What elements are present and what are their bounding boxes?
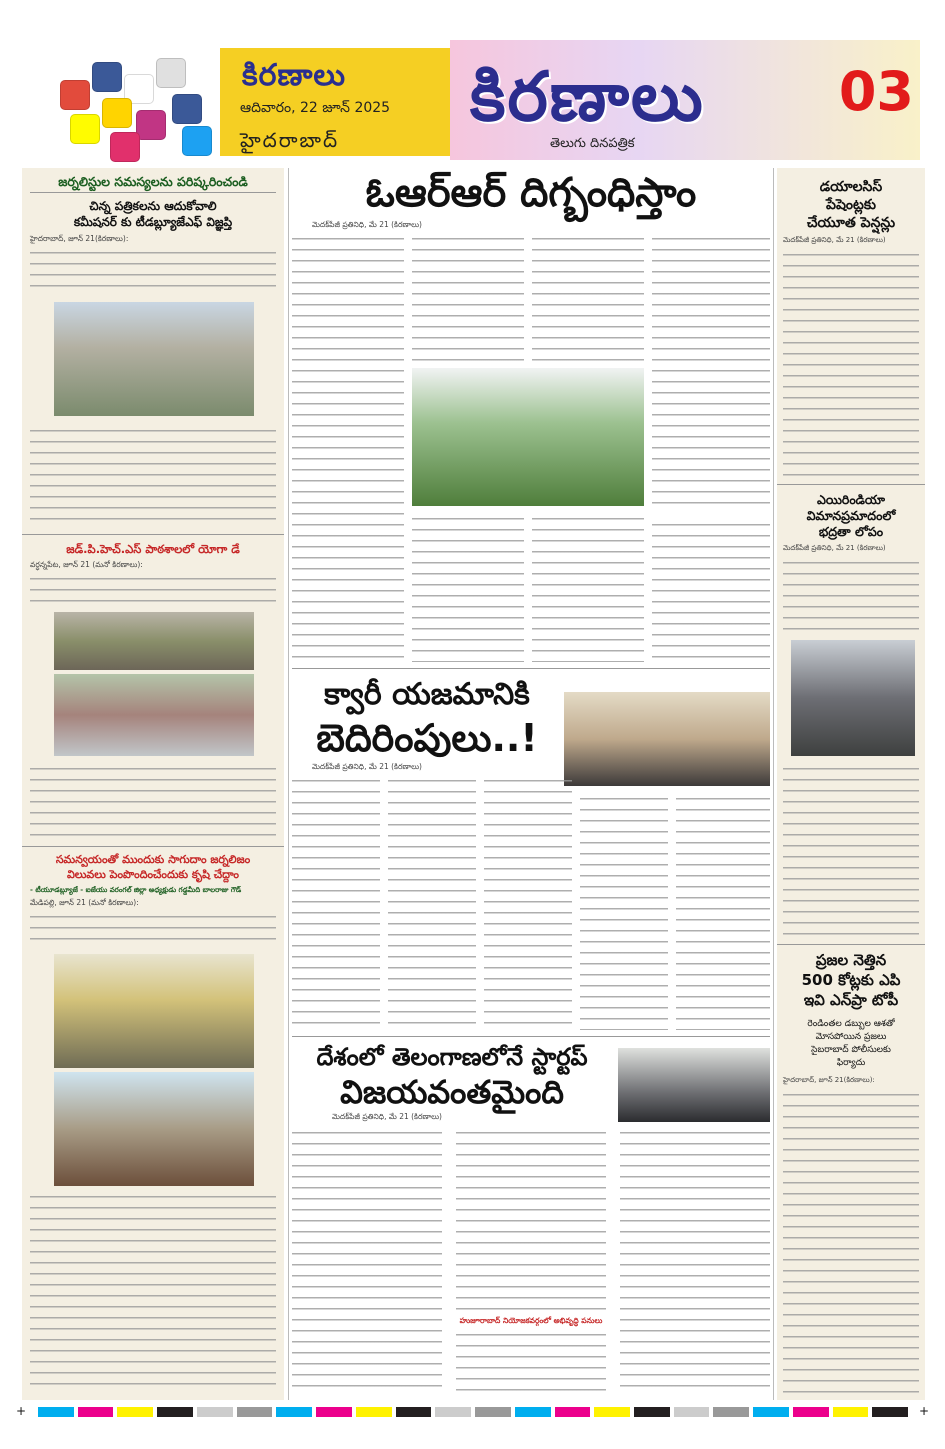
story2-body <box>30 572 276 606</box>
issue-date: ఆదివారం, 22 జూన్ 2025 <box>240 100 391 116</box>
swatch <box>634 1407 670 1417</box>
story3-dateline: హైదరాబాద్, జూన్ 21(కిరణాలు): <box>783 1076 875 1084</box>
swatch <box>117 1407 153 1417</box>
right-column <box>777 168 925 1400</box>
divider <box>22 846 284 847</box>
story1-kicker: జర్నలిస్టుల సమస్యలను పరిష్కరించండి <box>58 174 248 189</box>
story1-body <box>783 248 919 476</box>
social-cube-icon <box>102 98 132 128</box>
big-logo-panel <box>450 40 920 160</box>
story2-photo-2 <box>54 674 254 756</box>
story1-body-col4-continued <box>652 518 770 662</box>
swatch <box>594 1407 630 1417</box>
story1-body-col3-continued <box>532 512 644 662</box>
story2-photo <box>564 692 770 786</box>
story2-body-continued <box>30 762 276 840</box>
story1-headline: డయాలసిస్ పేషెంట్లకు చేయూత పెన్షన్లు <box>806 179 896 231</box>
story1-photo <box>412 368 644 506</box>
masthead <box>40 40 920 160</box>
story3-photo-2 <box>54 1072 254 1186</box>
story1-photo <box>54 302 254 416</box>
swatch <box>38 1407 74 1417</box>
page-number: 03 <box>838 60 914 123</box>
swatch <box>674 1407 710 1417</box>
story1-body-col2-continued <box>412 512 524 662</box>
swatch <box>713 1407 749 1417</box>
story3-body <box>783 1088 919 1394</box>
column-divider <box>773 168 774 1400</box>
swatch <box>276 1407 312 1417</box>
social-cube-icon <box>182 126 212 156</box>
swatch <box>833 1407 869 1417</box>
swatch <box>316 1407 352 1417</box>
story2-body-col3 <box>484 774 572 1030</box>
story1-byline: మెదక్‌పేజీ ప్రతినిధి, మే 21 (కిరణాలు) <box>783 236 886 244</box>
social-media-cubes-graphic <box>50 50 220 160</box>
story3-headline: సమన్వయంతో ముందుకు సాగుదాం జర్నలిజం విలువలు పెంపొందించేందుకు కృషి చేద్దాం <box>55 853 251 881</box>
divider <box>777 484 925 485</box>
color-swatch-strip <box>38 1407 908 1417</box>
story2-headline-line2: బెదిరింపులు..! <box>316 716 538 760</box>
swatch <box>793 1407 829 1417</box>
story3-kicker: - టీయూడబ్ల్యూజే - ఐజేయు వరంగల్ జిల్లా అధ్యక్షుడు గడ్డమీది బాలరాజు గౌడ్ <box>30 886 242 894</box>
small-logo-panel <box>220 48 450 156</box>
story2-headline-line1: క్వారీ యజమానికి <box>324 677 530 712</box>
story3-body-col2-continued <box>456 1328 606 1396</box>
story2-body <box>783 556 919 636</box>
swatch <box>237 1407 273 1417</box>
story2-byline: మెదక్‌పేజీ ప్రతినిధి, మే 21 (కిరణాలు) <box>783 544 886 552</box>
swatch <box>555 1407 591 1417</box>
story3-byline: మెదక్‌పేజీ ప్రతినిధి, మే 21 (కిరణాలు) <box>332 1112 442 1121</box>
story1-body-col2 <box>412 232 524 366</box>
story3-body-col3 <box>620 1126 770 1396</box>
edition-city: హైదరాబాద్ <box>240 128 340 152</box>
story3-photo-1 <box>54 954 254 1068</box>
story3-photo <box>618 1048 770 1122</box>
swatch <box>753 1407 789 1417</box>
social-cube-icon <box>156 58 186 88</box>
story3-subhead: రెండింతల డబ్బుల ఆశతో మోసపోయిన ప్రజలు సైబరాబాద్ పోలీసులకు ఫిర్యాదు <box>807 1019 895 1068</box>
story3-body <box>30 910 276 948</box>
swatch <box>78 1407 114 1417</box>
social-cube-icon <box>136 110 166 140</box>
story3-dateline: మేడిపల్లి, జూన్ 21 (మనో కిరణాలు): <box>30 898 139 907</box>
swatch <box>356 1407 392 1417</box>
story1-byline: మెదక్‌పేజీ ప్రతినిధి, మే 21 (కిరణాలు) <box>312 220 422 229</box>
story1-body <box>30 246 276 296</box>
story1-dateline: హైదరాబాద్, జూన్ 21(కిరణాలు): <box>30 234 129 243</box>
story2-body-continued <box>783 762 919 940</box>
divider <box>30 192 276 193</box>
divider <box>292 668 770 669</box>
story1-headline: ఓఆర్ఆర్ దిగ్బంధిస్తాం <box>365 170 697 216</box>
story1-body-continued <box>30 424 276 528</box>
story3-headline-line1: దేశంలో తెలంగాణలోనే స్టార్టప్ <box>316 1043 588 1071</box>
swatch <box>435 1407 471 1417</box>
story2-body-col1 <box>292 774 380 1030</box>
social-cube-icon <box>92 62 122 92</box>
social-cube-icon <box>110 132 140 162</box>
story3-body-continued <box>30 1190 276 1390</box>
swatch <box>475 1407 511 1417</box>
social-cube-icon <box>70 114 100 144</box>
story1-body-col4 <box>652 232 770 512</box>
story2-headline: జడ్.పి.హెచ్.ఎస్ పాఠశాలలో యోగా డే <box>66 542 240 556</box>
story3-headline-line2: విజయవంతమైంది <box>340 1073 564 1111</box>
registration-mark-icon: + <box>15 1404 27 1418</box>
newspaper-tagline: తెలుగు దినపత్రిక <box>550 136 635 151</box>
story2-body-col5 <box>676 792 770 1030</box>
swatch <box>197 1407 233 1417</box>
swatch <box>157 1407 193 1417</box>
social-cube-icon <box>60 80 90 110</box>
story3-body-col2 <box>456 1126 606 1314</box>
story2-byline: మెదక్‌పేజీ ప్రతినిధి, మే 21 (కిరణాలు) <box>312 762 422 771</box>
swatch <box>396 1407 432 1417</box>
left-column <box>22 168 284 1400</box>
divider <box>777 944 925 945</box>
middle-column <box>292 168 770 1400</box>
column-divider <box>288 168 289 1400</box>
story3-body-col1 <box>292 1126 442 1396</box>
story2-photo <box>791 640 915 756</box>
registration-mark-icon: + <box>918 1404 930 1418</box>
story2-photo-1 <box>54 612 254 670</box>
story2-body-col4 <box>580 792 668 1030</box>
story1-headline: చిన్న పత్రికలను ఆదుకోవాలి కమీషనర్ కు టీడబ్ల్యూజేఎఫ్ విజ్ఞప్తి <box>73 199 233 229</box>
divider <box>292 1036 770 1037</box>
social-cube-icon <box>172 94 202 124</box>
story1-body-col1 <box>292 232 404 662</box>
small-logo: కిరణాలు <box>242 58 347 93</box>
swatch <box>872 1407 908 1417</box>
story3-headline: ప్రజల నెత్తిన 500 కోట్లకు ఎపి ఇవి ఎన్‌ప్రా టోపీ <box>801 951 901 1009</box>
story1-body-col3 <box>532 232 644 366</box>
story2-headline: ఎయిరిండియా విమానప్రమాదంలో భద్రతా లోపం <box>806 492 896 539</box>
story2-dateline: వర్ధన్నపేట, జూన్ 21 (మనో కిరణాలు): <box>30 560 143 569</box>
newspaper-logo: కిరణాలు <box>470 58 705 137</box>
divider <box>22 534 284 535</box>
swatch <box>515 1407 551 1417</box>
print-registration-bar <box>14 1404 931 1422</box>
story2-body-col2 <box>388 774 476 1030</box>
story3-subhead: హుజూరాబాద్ నియోజకవర్గంలో అభివృద్ధి పనులు <box>459 1316 603 1325</box>
